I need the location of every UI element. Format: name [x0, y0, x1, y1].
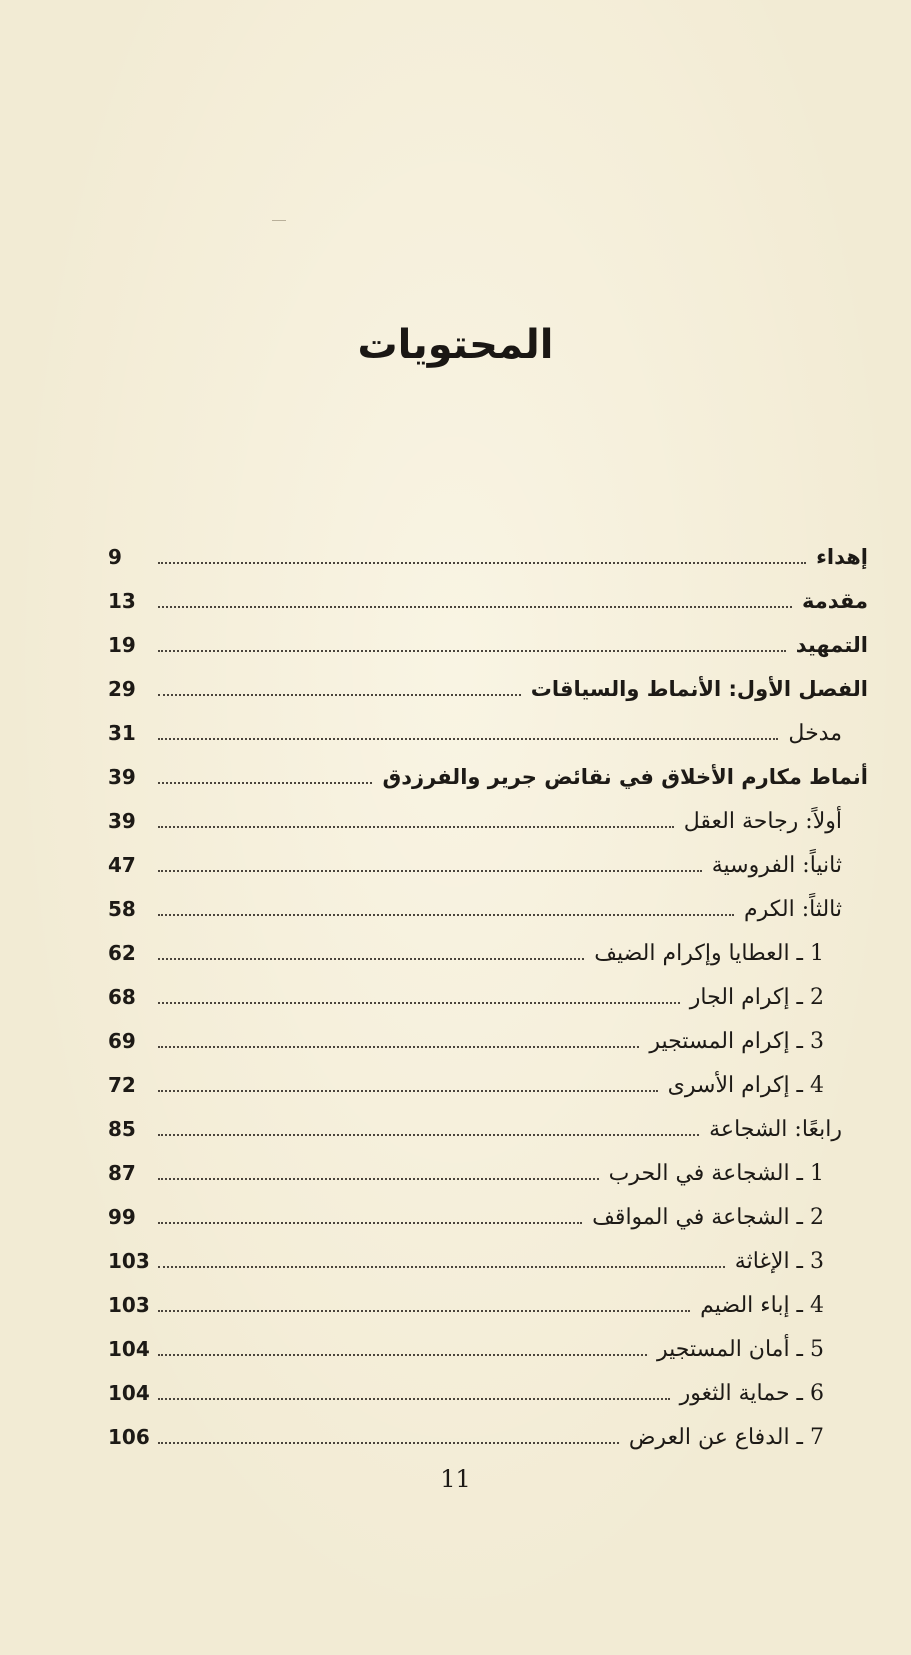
toc-entry-label: ثانياً: الفروسية: [711, 852, 842, 878]
toc-entry-label: إهداء: [816, 545, 868, 569]
page-title: المحتويات: [357, 322, 554, 368]
page-number: 11: [440, 1465, 471, 1493]
toc-entry-label: 4 ـ إكرام الأسرى: [667, 1072, 824, 1098]
toc-entry-label: الفصل الأول: الأنماط والسياقات: [530, 677, 868, 701]
toc-entry-page: 13: [108, 589, 136, 613]
dot-leader: [158, 1222, 582, 1224]
toc-entry-label: 1 ـ الشجاعة في الحرب: [608, 1160, 824, 1186]
dot-leader: [158, 958, 584, 960]
toc-entry: [108, 887, 868, 931]
toc-entry: [108, 711, 868, 755]
dot-leader: [158, 1398, 670, 1400]
dot-leader: [158, 1090, 658, 1092]
toc-entry-page: 68: [108, 985, 136, 1009]
toc-entry-label: 2 ـ إكرام الجار: [689, 984, 824, 1010]
toc-entry-label: مقدمة: [802, 589, 868, 613]
dot-leader: [158, 826, 674, 828]
toc-entry-label: 2 ـ الشجاعة في المواقف: [592, 1204, 824, 1230]
dot-leader: [158, 694, 521, 696]
toc-entry-page: 103: [108, 1293, 150, 1317]
print-mark: [272, 220, 286, 221]
toc-entry-label: ثالثاً: الكرم: [743, 896, 842, 922]
toc-entry-page: 99: [108, 1205, 136, 1229]
dot-leader: [158, 870, 702, 872]
dot-leader: [158, 1134, 699, 1136]
dot-leader: [158, 1354, 647, 1356]
toc-entry-label: أولاً: رجاحة العقل: [683, 808, 842, 834]
dot-leader: [158, 1442, 619, 1444]
toc-entry-label: مدخل: [788, 720, 842, 746]
toc-entry-label: أنماط مكارم الأخلاق في نقائض جرير والفرزدق: [382, 765, 868, 789]
dot-leader: [158, 606, 792, 608]
toc-entry-label: 7 ـ الدفاع عن العرض: [628, 1424, 824, 1450]
toc-entry-label: رابعًا: الشجاعة: [709, 1116, 842, 1142]
dot-leader: [158, 914, 734, 916]
toc-entry-page: 58: [108, 897, 136, 921]
toc-entry: [108, 667, 868, 711]
toc-entry: [108, 1239, 868, 1283]
toc-entry-page: 87: [108, 1161, 136, 1185]
dot-leader: [158, 562, 806, 564]
toc-entry-page: 62: [108, 941, 136, 965]
toc-entry-page: 29: [108, 677, 136, 701]
toc-entry-page: 9: [108, 545, 122, 569]
toc-entry: [108, 1283, 868, 1327]
toc-entry-page: 104: [108, 1337, 150, 1361]
toc-entry-page: 69: [108, 1029, 136, 1053]
toc-entry: [108, 1063, 868, 1107]
toc-entry: [108, 1019, 868, 1063]
toc-entry-page: 19: [108, 633, 136, 657]
toc-entry: [108, 1327, 868, 1371]
toc-entry: [108, 579, 868, 623]
dot-leader: [158, 1178, 599, 1180]
toc-entry: [108, 1371, 868, 1415]
dot-leader: [158, 650, 786, 652]
toc-entry-page: 72: [108, 1073, 136, 1097]
toc-entry: [108, 1195, 868, 1239]
toc-entry-label: 5 ـ أمان المستجير: [657, 1336, 824, 1362]
toc-entry-page: 85: [108, 1117, 136, 1141]
toc-entry-label: 3 ـ إكرام المستجير: [649, 1028, 824, 1054]
table-of-contents: [108, 535, 868, 1459]
toc-entry: [108, 975, 868, 1019]
toc-entry: [108, 1151, 868, 1195]
toc-entry: [108, 1415, 868, 1459]
dot-leader: [158, 1266, 725, 1268]
toc-entry-label: التمهيد: [795, 633, 868, 657]
toc-entry-page: 103: [108, 1249, 150, 1273]
toc-entry: [108, 623, 868, 667]
toc-entry: [108, 843, 868, 887]
toc-entry-page: 39: [108, 809, 136, 833]
toc-entry-page: 106: [108, 1425, 150, 1449]
toc-entry-page: 31: [108, 721, 136, 745]
dot-leader: [158, 782, 372, 784]
toc-entry: [108, 931, 868, 975]
toc-entry-label: 4 ـ إباء الضيم: [700, 1292, 824, 1318]
toc-entry: [108, 755, 868, 799]
toc-entry-page: 104: [108, 1381, 150, 1405]
toc-entry-page: 39: [108, 765, 136, 789]
toc-entry-label: 1 ـ العطايا وإكرام الضيف: [594, 940, 824, 966]
dot-leader: [158, 1310, 690, 1312]
toc-entry-label: 3 ـ الإغاثة: [734, 1248, 824, 1274]
toc-entry-label: 6 ـ حماية الثغور: [679, 1380, 824, 1406]
toc-entry-page: 47: [108, 853, 136, 877]
dot-leader: [158, 1046, 639, 1048]
dot-leader: [158, 1002, 680, 1004]
toc-entry: [108, 535, 868, 579]
toc-entry: [108, 1107, 868, 1151]
toc-entry: [108, 799, 868, 843]
dot-leader: [158, 738, 778, 740]
